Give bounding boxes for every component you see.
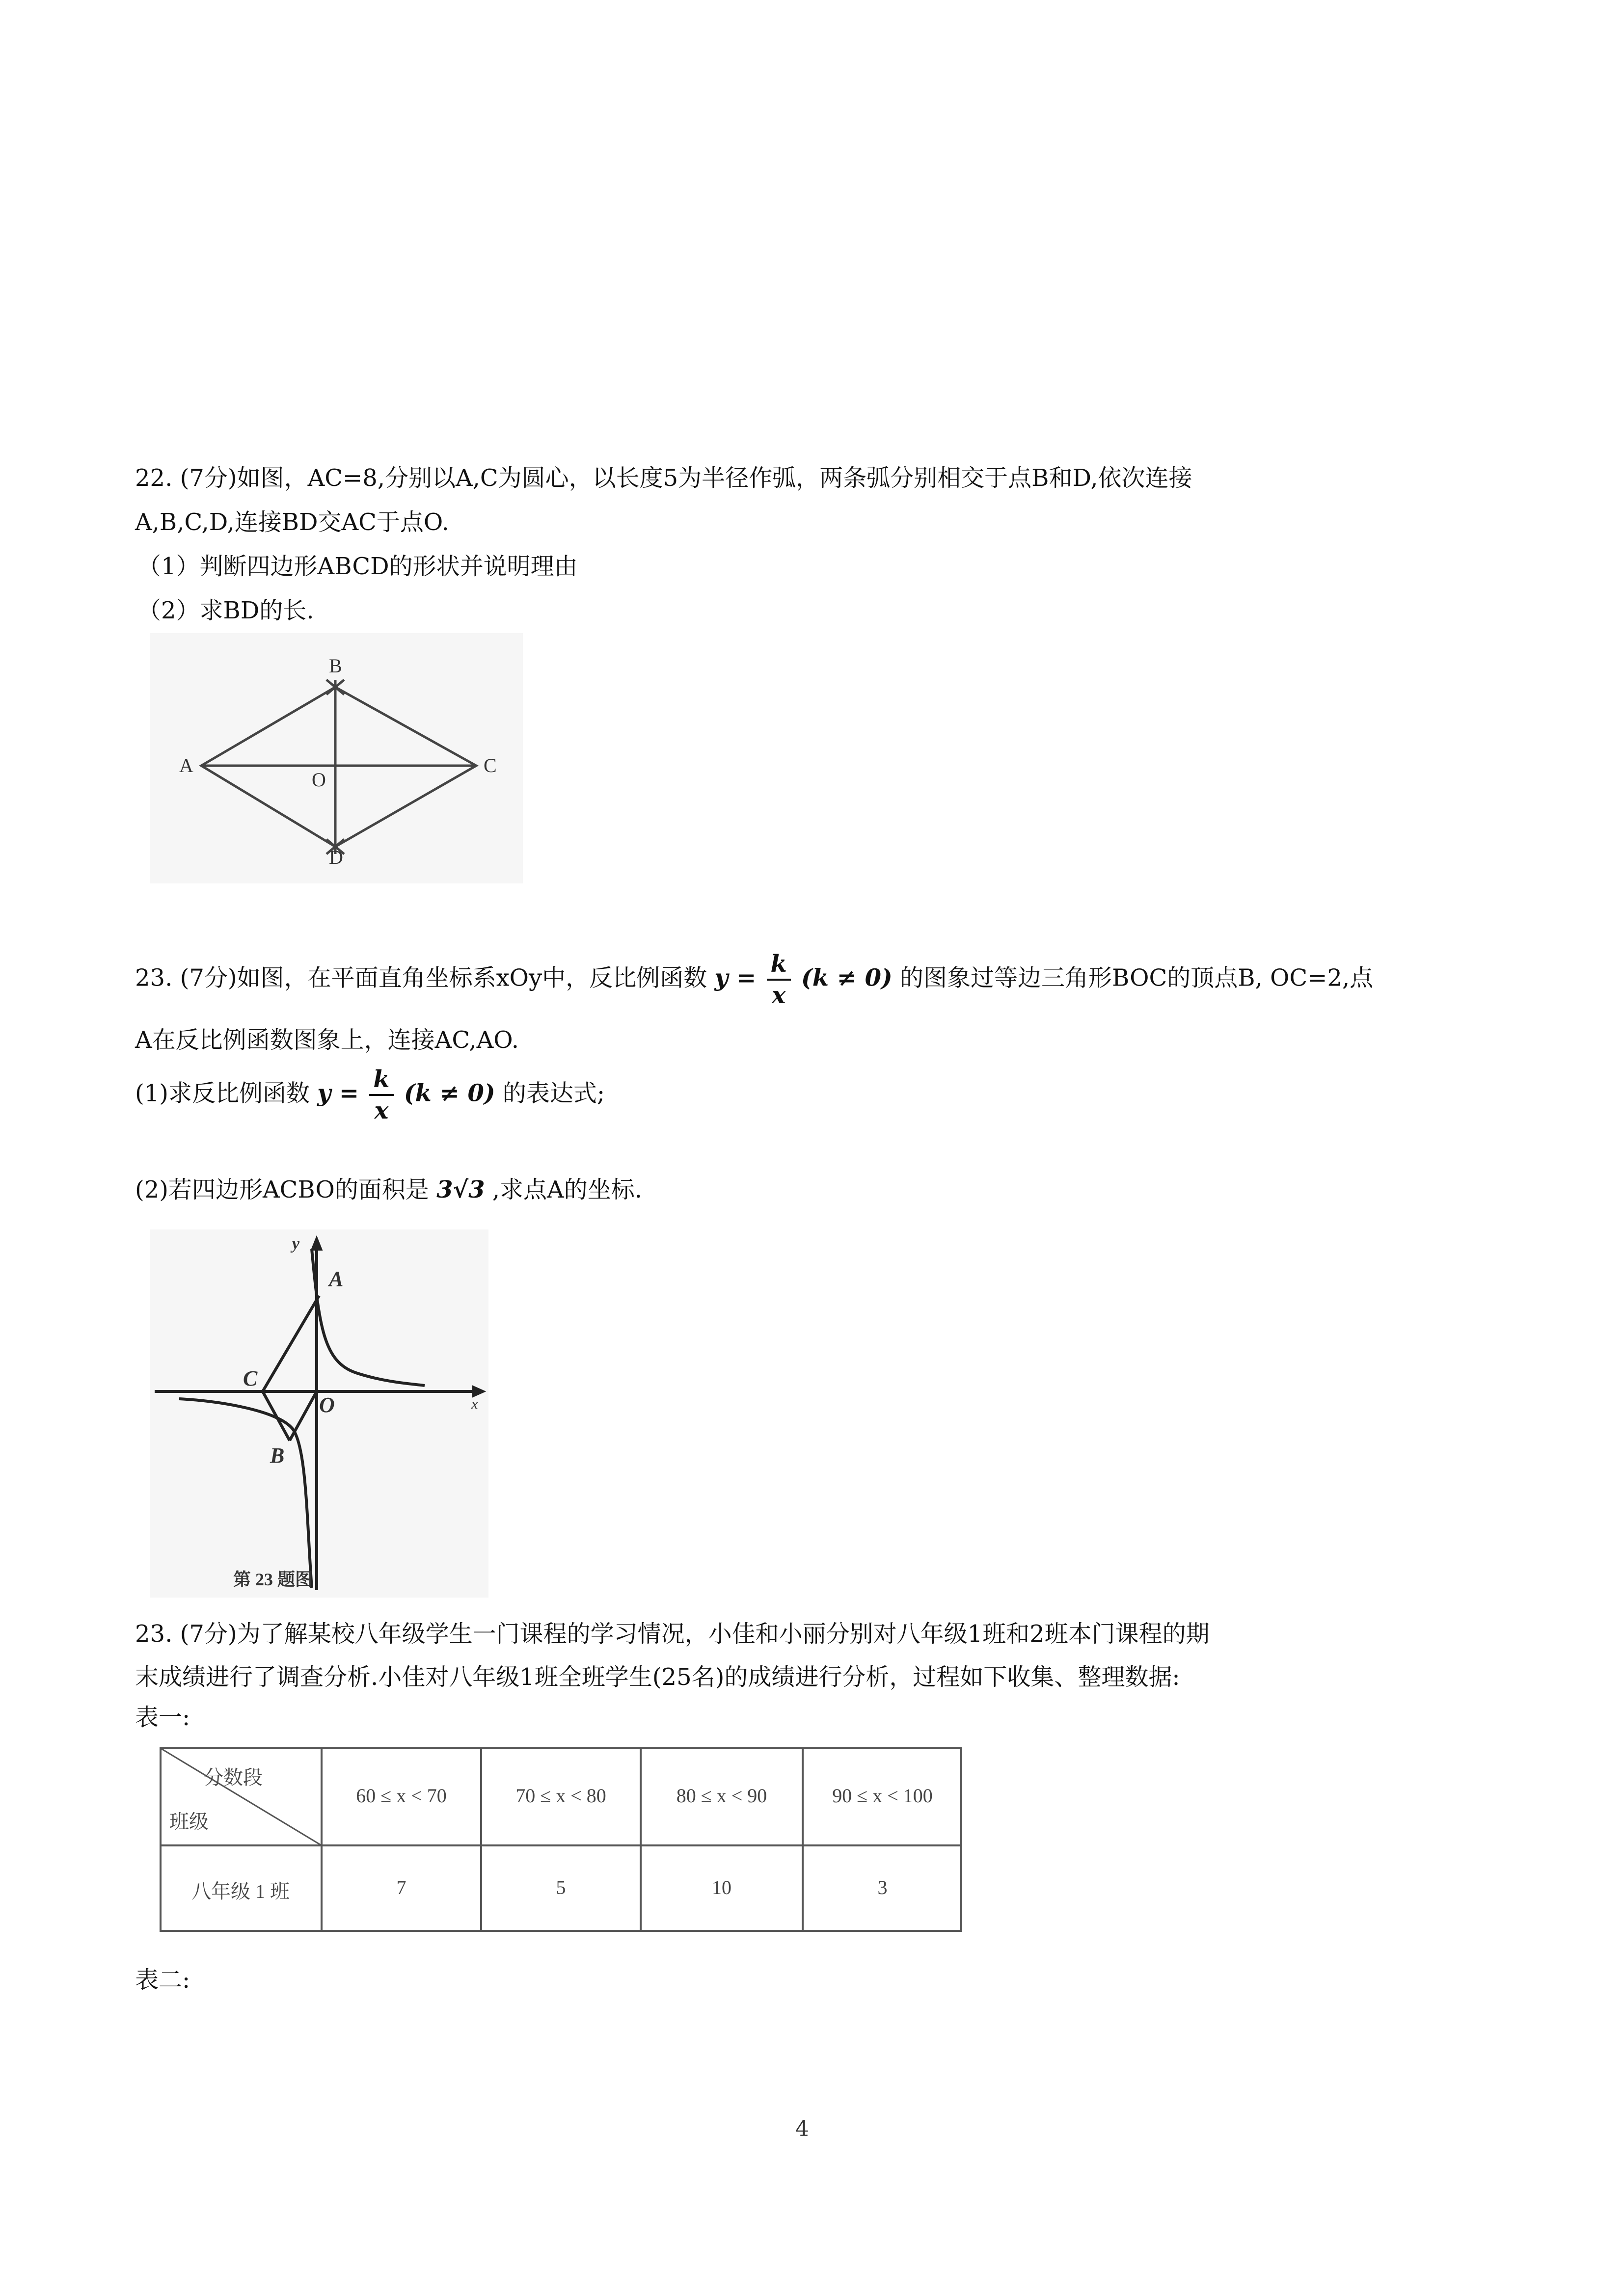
q22-line1: 22. (7分)如图，AC=8,分别以A,C为圆心，以长度5为半径作弧，两条弧分别相交于点B和D,依次连接 [135, 464, 1192, 492]
header-90-100: 90 ≤ x < 100 [832, 1785, 933, 1807]
label-O: O [312, 769, 326, 791]
q22-line2: A,B,C,D,连接BD交AC于点O. [135, 508, 449, 536]
q23a-area: 3√3 [436, 1176, 485, 1203]
frac-numerator: k [369, 1068, 393, 1096]
table2-label: 表二: [135, 1966, 190, 1994]
q23a-part1-pre: (1)求反比例函数 [135, 1079, 310, 1107]
label-A: A [179, 754, 193, 776]
frac-denominator: x [374, 1097, 389, 1124]
frac-numerator: k [767, 952, 791, 981]
label-B: B [329, 655, 342, 677]
row-label: 八年级 1 班 [191, 1880, 290, 1902]
header-80-90: 80 ≤ x < 90 [676, 1785, 767, 1807]
corner-top-label: 分数段 [204, 1766, 263, 1789]
q23a-cond: (k ≠ 0) [801, 964, 893, 992]
graph-caption: 第 23 题图 [233, 1570, 313, 1589]
graph-label-A: A [329, 1267, 344, 1291]
q23a-part1-cond: (k ≠ 0) [404, 1079, 495, 1107]
q23a-fraction [767, 952, 791, 1007]
score-table [160, 1747, 962, 1932]
cell-80-90: 10 [712, 1876, 731, 1898]
graph-label-x: x [471, 1396, 478, 1412]
q23a-line1 [135, 952, 1373, 1007]
q23a-part1-fraction [369, 1068, 393, 1122]
q23a-y-eq: y = [714, 964, 757, 992]
q23b-line1: 23. (7分)为了解某校八年级学生一门课程的学习情况，小佳和小丽分别对八年级1班和2班本门课程的期 [135, 1620, 1210, 1648]
q23a-part1 [135, 1068, 605, 1122]
header-70-80: 70 ≤ x < 80 [515, 1785, 606, 1807]
q23a-line2: A在反比例函数图象上，连接AC,AO. [135, 1026, 519, 1054]
corner-bottom-label: 班级 [169, 1811, 209, 1833]
graph-label-C: C [243, 1366, 258, 1390]
graph-label-O: O [319, 1393, 335, 1417]
q23a-part2-post: ,求点A的坐标. [492, 1176, 642, 1203]
q23-graph-figure [150, 1229, 488, 1598]
q23b-line2: 末成绩进行了调查分析.小佳对八年级1班全班学生(25名)的成绩进行分析，过程如下收集、整理数据: [135, 1663, 1180, 1691]
q22-part2: （2）求BD的长. [137, 597, 314, 624]
graph-label-y: y [292, 1235, 300, 1253]
label-C: C [484, 754, 497, 776]
page-number: 4 [795, 2116, 809, 2141]
cell-70-80: 5 [556, 1876, 566, 1898]
q23a-line1-pre: 23. (7分)如图，在平面直角坐标系xOy中，反比例函数 [135, 964, 707, 992]
label-D: D [329, 846, 343, 868]
q23a-line1-post: 的图象过等边三角形BOC的顶点B, OC=2,点 [900, 964, 1374, 992]
q22-rhombus-figure [150, 633, 523, 883]
frac-denominator: x [771, 982, 786, 1009]
cell-90-100: 3 [877, 1876, 888, 1898]
q23a-part2-pre: (2)若四边形ACBO的面积是 [135, 1176, 429, 1203]
header-60-70: 60 ≤ x < 70 [356, 1785, 447, 1807]
q23a-part2 [135, 1171, 642, 1204]
q23a-part1-y-eq: y = [317, 1079, 359, 1107]
q23a-part1-post: 的表达式; [502, 1079, 605, 1107]
table1-label: 表一: [135, 1704, 190, 1731]
graph-label-B: B [270, 1443, 285, 1468]
cell-60-70: 7 [396, 1876, 406, 1898]
q22-part1: （1）判断四边形ABCD的形状并说明理由 [137, 553, 578, 580]
